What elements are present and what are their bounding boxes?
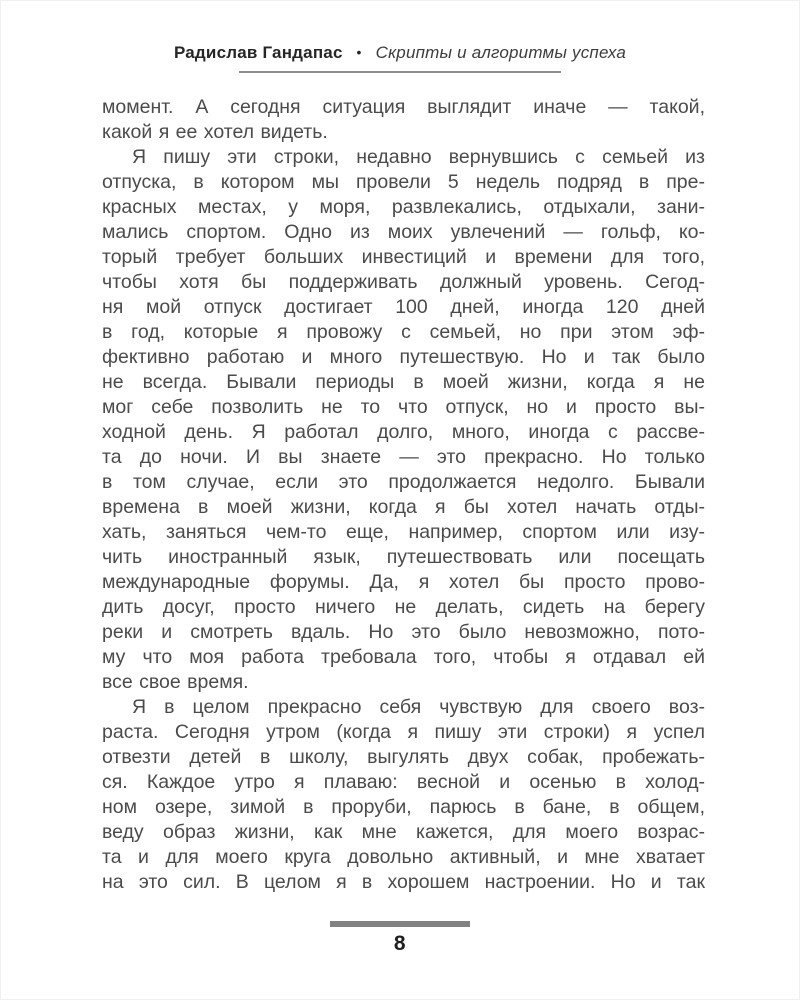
text-line: времена в моей жизни, когда я бы хотел начать отды- (102, 496, 705, 518)
text-line: мались спортом. Одно из моих увлечений — гольф, ко- (102, 221, 705, 243)
text-line: отпуска, в котором мы провели 5 недель подряд в пре- (102, 171, 705, 193)
text-line: ходной день. Я работал долго, много, иногда с рассве- (102, 421, 705, 443)
text-line: момент. А сегодня ситуация выглядит иначе — такой, (102, 96, 705, 118)
bullet-separator-icon: • (356, 44, 362, 60)
text-line: ня мой отпуск достигает 100 дней, иногда 120 дней (102, 296, 705, 318)
text-line: на это сил. В целом я в хорошем настроении. Но и так (102, 871, 705, 893)
text-line: раста. Сегодня утром (когда я пишу эти строки) я успел (102, 721, 705, 743)
paragraph (102, 695, 705, 895)
text-line: отвезти детей в школу, выгулять двух собак, пробежать- (102, 746, 705, 768)
paragraph (102, 145, 705, 695)
text-line: в год, которые я провожу с семьей, но при этом эф- (102, 321, 705, 343)
text-line: все свое время. (102, 671, 249, 693)
text-line: та до ночи. И вы знаете — это прекрасно. Но только (102, 446, 705, 468)
page-footer (0, 921, 800, 956)
text-line: красных местах, у моря, развлекались, отдыхали, зани- (102, 196, 705, 218)
footer-rule (330, 921, 470, 927)
text-line: Я в целом прекрасно себя чувствую для своего воз- (132, 696, 705, 718)
text-line: торый требует больших инвестиций и времени для того, (102, 246, 705, 268)
header-book-title: Скрипты и алгоритмы успеха (375, 43, 627, 62)
text-line: Я пишу эти строки, недавно вернувшись с семьей из (132, 146, 705, 168)
text-line: мог себе позволить не то что отпуск, но и просто вы- (102, 396, 705, 418)
text-line: фективно работаю и много путешествую. Но и так было (102, 346, 705, 368)
text-line: международные форумы. Да, я хотел бы просто прово- (102, 571, 705, 593)
paragraph (102, 95, 705, 145)
running-header (0, 42, 800, 73)
header-author: Радислав Гандапас (173, 43, 343, 62)
page-number: 8 (393, 932, 407, 955)
page-body-text (102, 95, 705, 895)
text-line: му что моя работа требовала того, чтобы я отдавал ей (102, 646, 705, 668)
text-line: та и для моего круга довольно активный, и мне хватает (102, 846, 705, 868)
text-line: хать, заняться чем-то еще, например, спортом или изу- (102, 521, 705, 543)
text-line: какой я ее хотел видеть. (102, 121, 328, 143)
text-line: в том случае, если это продолжается недолго. Бывали (102, 471, 705, 493)
header-rule (239, 71, 561, 73)
text-line: дить досуг, просто ничего не делать, сидеть на берегу (102, 596, 705, 618)
text-line: реки и смотреть вдаль. Но это было невозможно, пото- (102, 621, 705, 643)
text-line: ся. Каждое утро я плаваю: весной и осенью в холод- (102, 771, 705, 793)
text-line: не всегда. Бывали периоды в моей жизни, когда я не (102, 371, 705, 393)
running-header-text (0, 42, 800, 63)
text-line: чить иностранный язык, путешествовать или посещать (102, 546, 705, 568)
text-line: чтобы хотя бы поддерживать должный уровень. Сегод- (102, 271, 705, 293)
text-line: ном озере, зимой в проруби, парюсь в бане, в общем, (102, 796, 705, 818)
text-line: веду образ жизни, как мне кажется, для моего возрас- (102, 821, 705, 843)
